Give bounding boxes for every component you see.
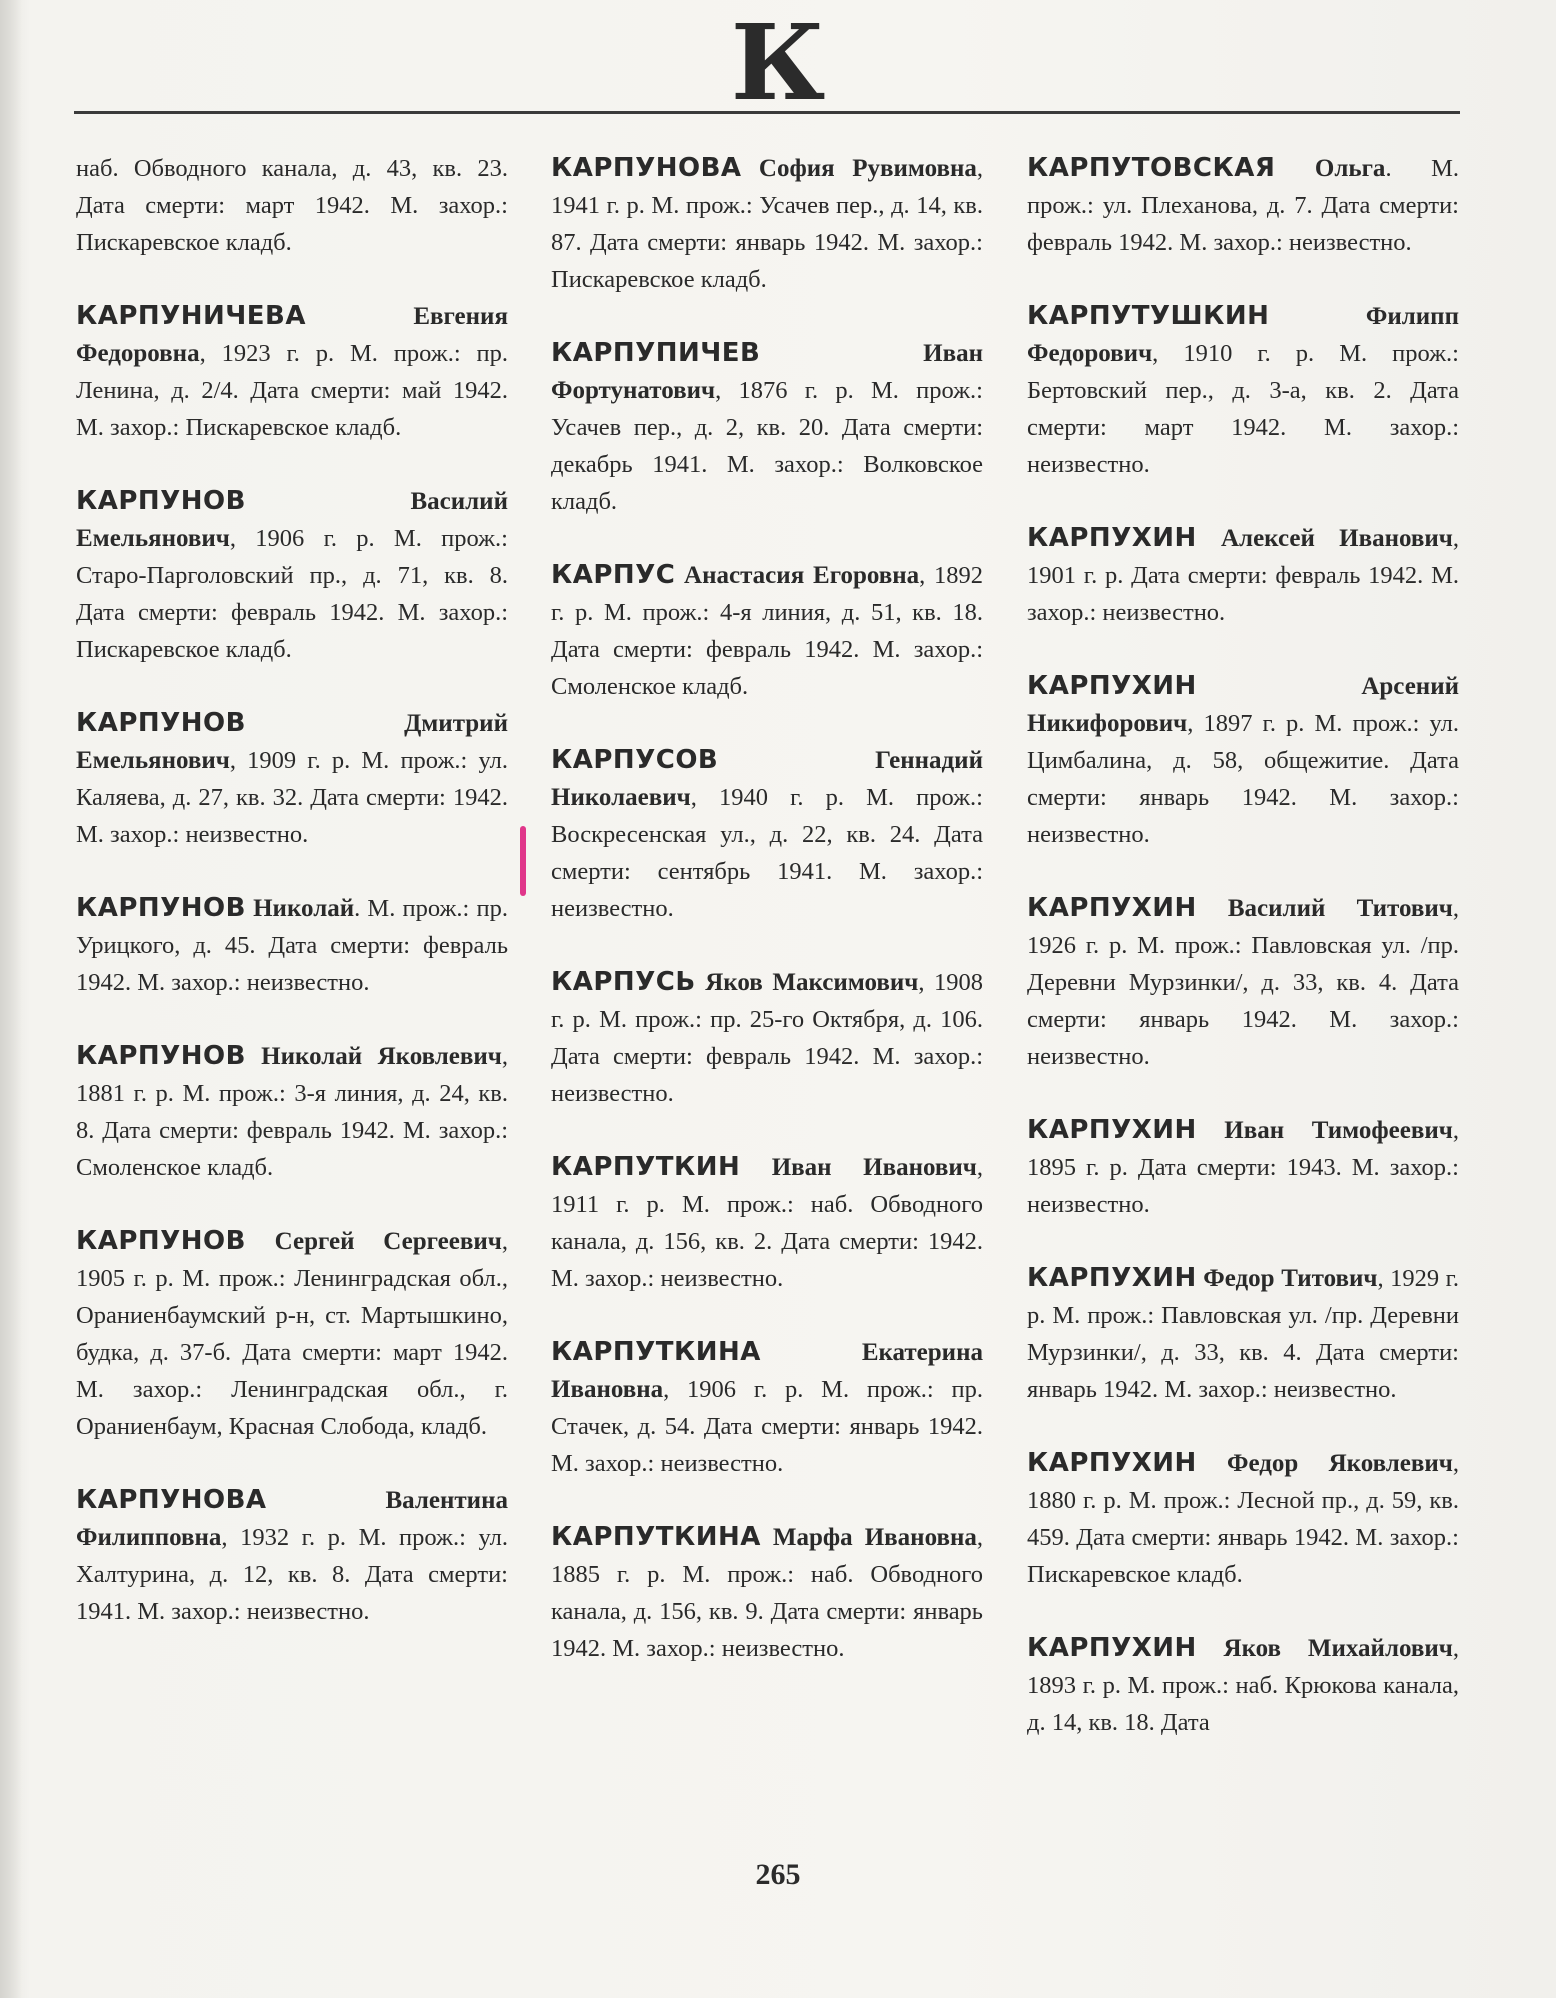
entry-details: , 1897 г. р. М. прож.: ул. Цимбалина, д. 58, общежитие. Дата смерти: январь 1942. М. захор.: неизвестно. (1027, 710, 1459, 848)
entry (551, 742, 983, 927)
entry (1027, 1445, 1459, 1593)
entry-surname: КАРПУНОВА (76, 1485, 267, 1515)
entry-surname: КАРПУНОВ (76, 486, 246, 516)
entry-details: , 1909 г. р. М. прож.: ул. Каляева, д. 27, кв. 32. Дата смерти: 1942. М. захор.: неизвестно. (76, 747, 508, 848)
entry-given-name: Иван Фортунатович (551, 340, 983, 404)
entry-surname: КАРПУТУШКИН (1027, 301, 1270, 331)
entry-details: , 1901 г. р. Дата смерти: февраль 1942. М. захор.: неизвестно. (1027, 525, 1459, 626)
entry-surname: КАРПУТКИНА (551, 1522, 761, 1552)
entry-surname: КАРПУНОВА (551, 153, 742, 183)
entry-given-name: София Рувимовна (758, 155, 977, 182)
entry-surname: КАРПУХИН (1027, 1115, 1197, 1145)
entry-details: , 1910 г. р. М. прож.: Бертовский пер., д. 3-а, кв. 2. Дата смерти: март 1942. М. захор.: неизвестно. (1027, 340, 1459, 478)
highlighter-mark (520, 826, 526, 896)
entry-surname: КАРПУНОВ (76, 708, 246, 738)
entry-details: , 1906 г. р. М. прож.: пр. Стачек, д. 54. Дата смерти: январь 1942. М. захор.: неизвестно. (551, 1376, 983, 1477)
entry (1027, 298, 1459, 483)
entry-surname: КАРПУСЬ (551, 967, 696, 997)
entry-details: , 1876 г. р. М. прож.: Усачев пер., д. 2, кв. 20. Дата смерти: декабрь 1941. М. захор.: Волковское кладб. (551, 377, 983, 515)
entry-given-name: Алексей Иванович (1220, 525, 1453, 552)
entry-given-name: Иван Тимофеевич (1224, 1117, 1453, 1144)
column-3 (1027, 150, 1459, 1741)
entry-details: , 1926 г. р. М. прож.: Павловская ул. /пр. Деревни Мурзинки/, д. 33, кв. 4. Дата смерти: январь 1942. М. захор.: неизвестно. (1027, 895, 1459, 1070)
entry (551, 557, 983, 705)
entry-details: , 1908 г. р. М. прож.: пр. 25-го Октября, д. 106. Дата смерти: февраль 1942. М. захор.: неизвестно. (551, 969, 983, 1107)
entry-given-name: Евгения Федоровна (76, 303, 508, 367)
entry (76, 1038, 508, 1186)
entry (1027, 150, 1459, 261)
entry-surname: КАРПУСОВ (551, 745, 719, 775)
entry (76, 483, 508, 668)
entry-surname: КАРПУС (551, 560, 676, 590)
entry-given-name: Сергей Сергеевич (274, 1228, 502, 1255)
entry (76, 150, 508, 261)
entry-details: , 1905 г. р. М. прож.: Ленинградская обл., Ораниенбаумский р-н, ст. Мартышкино, будка, д. 37-б. Дата смерти: март 1942. М. захор.: Ленинградская обл., г. Ораниенбаум, Красная Слобода, кладб. (76, 1228, 509, 1440)
entry-details: , 1929 г. р. М. прож.: Павловская ул. /пр. Деревни Мурзинки/, д. 33, кв. 4. Дата смерти: январь 1942. М. захор.: неизвестно. (1027, 1265, 1459, 1403)
entry-surname: КАРПУНОВ (76, 893, 246, 923)
entry-given-name: Федор Яковлевич (1226, 1450, 1453, 1477)
entry (76, 1482, 508, 1630)
spine-shadow (0, 0, 22, 1998)
entry-surname: КАРПУТКИНА (551, 1337, 761, 1367)
entry-surname: КАРПУХИН (1027, 1448, 1197, 1478)
entry-details: , 1892 г. р. М. прож.: 4-я линия, д. 51, кв. 18. Дата смерти: февраль 1942. М. захор.: Смоленское кладб. (551, 562, 983, 700)
entry-surname: КАРПУНИЧЕВА (76, 301, 306, 331)
entry-given-name: Федор Титович (1203, 1265, 1378, 1292)
entry-given-name: Филипп Федорович (1027, 303, 1459, 367)
entry (1027, 1260, 1459, 1408)
entry-given-name: Арсений Никифорович (1027, 673, 1459, 737)
entry-details: , 1906 г. р. М. прож.: Старо-Парголовский пр., д. 71, кв. 8. Дата смерти: февраль 1942. М. захор.: Пискаревское кладб. (76, 525, 508, 663)
entry-given-name: Екатерина Ивановна (551, 1339, 983, 1403)
entry-given-name: Яков Михайлович (1223, 1635, 1453, 1662)
entry-details: , 1911 г. р. М. прож.: наб. Обводного канала, д. 156, кв. 2. Дата смерти: 1942. М. захор.: неизвестно. (551, 1154, 983, 1292)
entry-surname: КАРПУТОВСКАЯ (1027, 153, 1276, 183)
section-letter: К (730, 1, 826, 124)
entry (1027, 890, 1459, 1075)
entry (76, 705, 508, 853)
entry-given-name: Дмитрий Емельянович (76, 710, 508, 774)
entry-surname: КАРПУПИЧЕВ (551, 338, 761, 368)
entry-surname: КАРПУНОВ (76, 1226, 246, 1256)
entry (551, 964, 983, 1112)
entry-details: , 1941 г. р. М. прож.: Усачев пер., д. 14, кв. 87. Дата смерти: январь 1942. М. захор.: Пискаревское кладб. (551, 155, 983, 293)
entry-surname: КАРПУХИН (1027, 893, 1197, 923)
entry-surname: КАРПУНОВ (76, 1041, 246, 1071)
entry-details: наб. Обводного канала, д. 43, кв. 23. Дата смерти: март 1942. М. захор.: Пискаревское кладб. (76, 155, 508, 256)
entry-given-name: Николай (253, 895, 355, 922)
entry-details: , 1923 г. р. М. прож.: пр. Ленина, д. 2/4. Дата смерти: май 1942. М. захор.: Пискаревское кладб. (76, 340, 508, 441)
entry-details: , 1885 г. р. М. прож.: наб. Обводного канала, д. 156, кв. 9. Дата смерти: январь 1942. М. захор.: неизвестно. (551, 1524, 983, 1662)
entry (1027, 1630, 1459, 1741)
entry-given-name: Василий Емельянович (76, 488, 508, 552)
page-number: 265 (755, 1858, 801, 1891)
entry (76, 298, 508, 446)
entry-details: , 1893 г. р. М. прож.: наб. Крюкова канала, д. 14, кв. 18. Дата (1027, 1635, 1459, 1736)
entry (551, 1519, 983, 1667)
entry-details: , 1880 г. р. М. прож.: Лесной пр., д. 59, кв. 459. Дата смерти: январь 1942. М. захор.: Пискаревское кладб. (1027, 1450, 1459, 1588)
entry-surname: КАРПУТКИН (551, 1152, 741, 1182)
entry-given-name: Марфа Ивановна (772, 1524, 977, 1551)
header-rule (74, 111, 1460, 114)
entry-given-name: Василий Титович (1227, 895, 1453, 922)
entry-surname: КАРПУХИН (1027, 1633, 1197, 1663)
entry (551, 1149, 983, 1297)
entry-given-name: Ольга (1314, 155, 1386, 182)
entry (1027, 1112, 1459, 1223)
entry-given-name: Николай Яковлевич (261, 1043, 502, 1070)
entry-given-name: Иван Иванович (771, 1154, 977, 1181)
entry (1027, 668, 1459, 853)
entry (551, 1334, 983, 1482)
entry-given-name: Яков Максимович (705, 969, 919, 996)
entry-details: . М. прож.: пр. Урицкого, д. 45. Дата смерти: февраль 1942. М. захор.: неизвестно. (76, 895, 508, 996)
entry (76, 890, 508, 1001)
entry-details: , 1895 г. р. Дата смерти: 1943. М. захор.: неизвестно. (1027, 1117, 1459, 1218)
entry (1027, 520, 1459, 631)
entry-given-name: Анастасия Егоровна (684, 562, 920, 589)
entry-details: , 1940 г. р. М. прож.: Воскресенская ул., д. 22, кв. 24. Дата смерти: сентябрь 1941. М. захор.: неизвестно. (551, 784, 983, 922)
entry-details: . М. прож.: ул. Плеханова, д. 7. Дата смерти: февраль 1942. М. захор.: неизвестно. (1027, 155, 1459, 256)
entry-surname: КАРПУХИН (1027, 523, 1197, 553)
entry-surname: КАРПУХИН (1027, 671, 1197, 701)
column-2 (551, 150, 983, 1667)
entry-details: , 1881 г. р. М. прож.: 3-я линия, д. 24, кв. 8. Дата смерти: февраль 1942. М. захор.: Смоленское кладб. (76, 1043, 508, 1181)
entry (551, 335, 983, 520)
column-1 (76, 150, 508, 1630)
entry-details: , 1932 г. р. М. прож.: ул. Халтурина, д. 12, кв. 8. Дата смерти: 1941. М. захор.: неизвестно. (76, 1524, 508, 1625)
entry (551, 150, 983, 298)
entry-surname: КАРПУХИН (1027, 1263, 1197, 1293)
entry-given-name: Геннадий Николаевич (551, 747, 983, 811)
entry-given-name: Валентина Филипповна (76, 1487, 508, 1551)
entry (76, 1223, 508, 1445)
